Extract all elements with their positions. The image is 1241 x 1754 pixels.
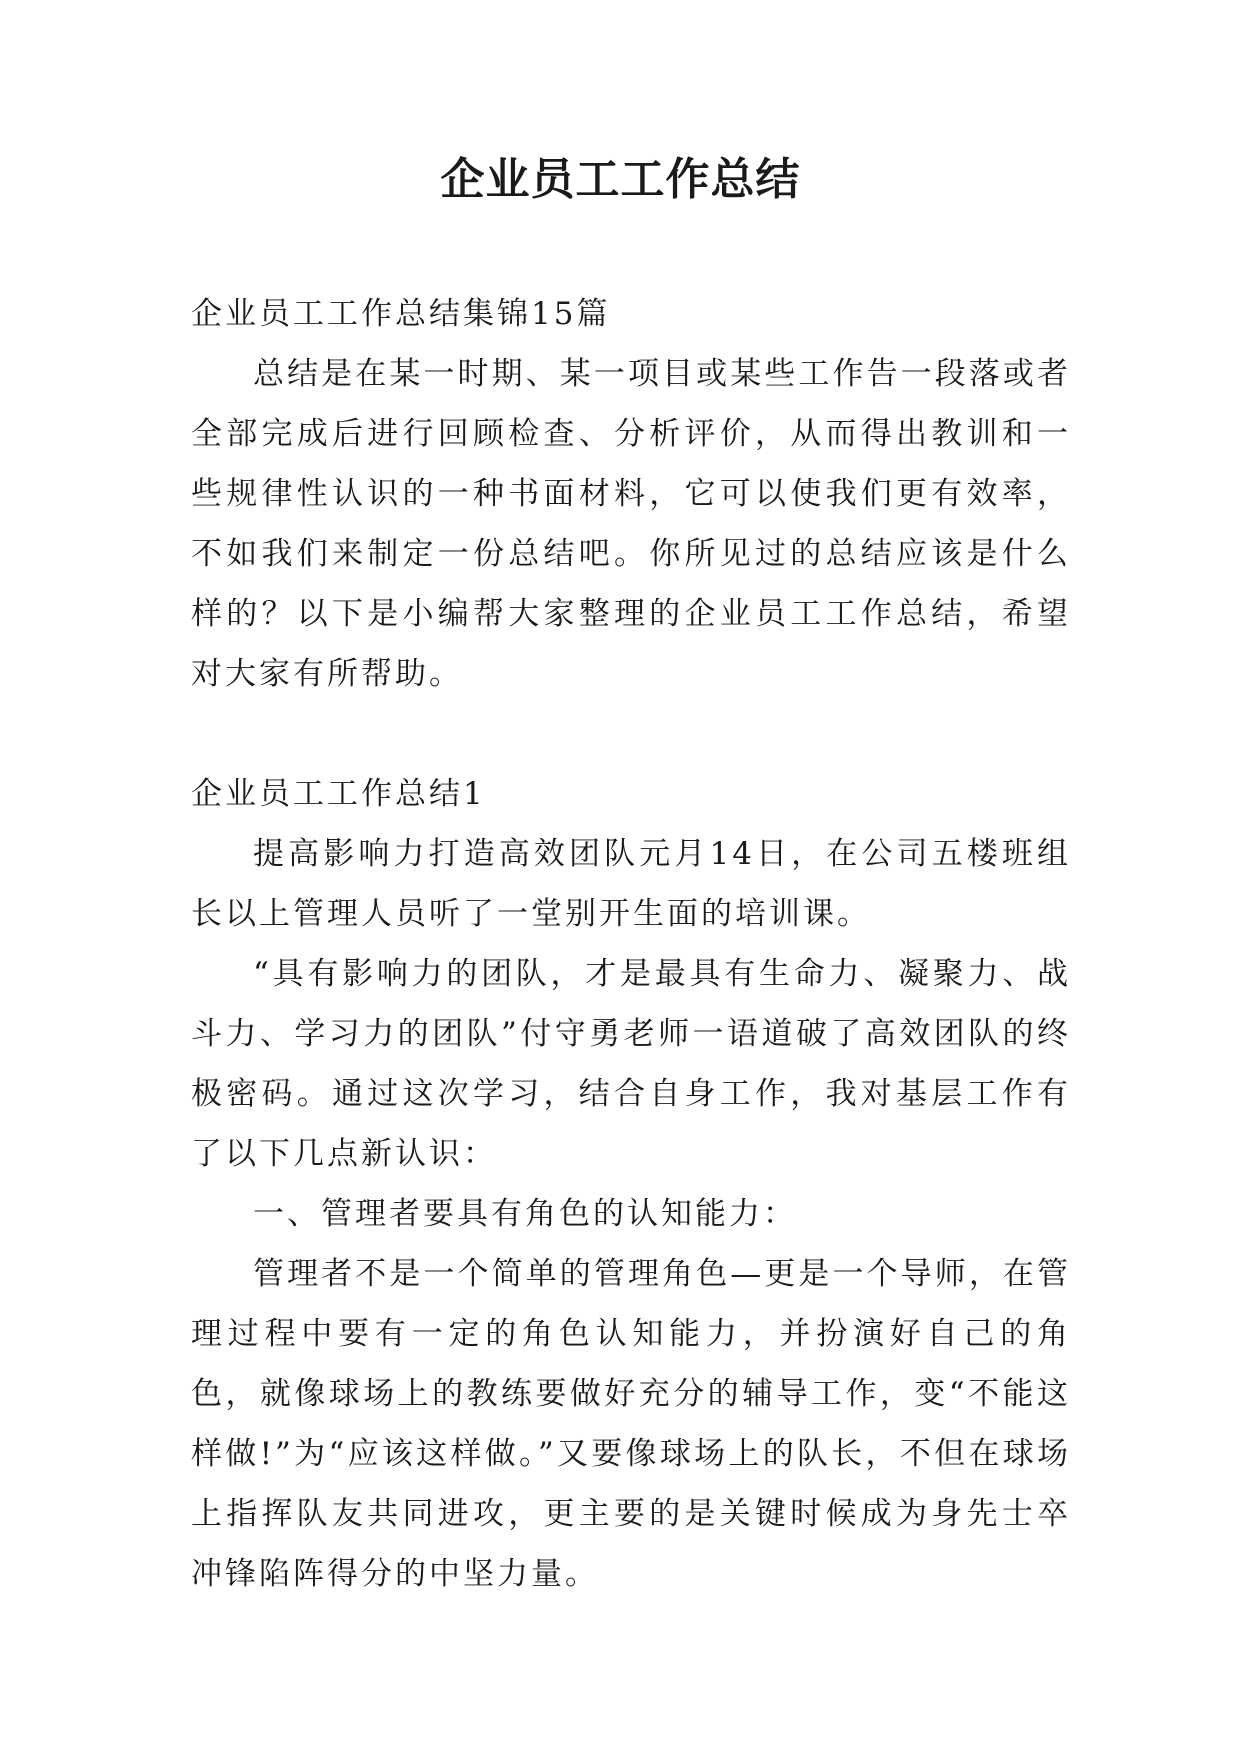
document-title: 企业员工工作总结 [440, 154, 801, 205]
section-spacer [191, 704, 1071, 764]
body-paragraph: 管理者不是一个简单的管理角色—更是一个导师，在管理过程中要有一定的角色认知能力，并扮演好自己的角色，就像球场上的教练要做好充分的辅导工作，变“不能这样做!”为“应该这样做。”又要像球场上的队长，不但在球场上指挥队友共同进攻，更主要的是关键时候成为身先士卒冲锋陷阵得分的中坚力量。 [191, 1256, 1071, 1592]
subheading-paragraph: 一、管理者要具有角色的认知能力： [253, 1196, 797, 1232]
intro-heading: 企业员工工作总结集锦15篇 [191, 296, 611, 332]
intro-paragraph: 总结是在某一时期、某一项目或某些工作告一段落或者全部完成后进行回顾检查、分析评价，从而得出教训和一些规律性认识的一种书面材料，它可以使我们更有效率，不如我们来制定一份总结吧。你所见过的总结应该是什么样的？以下是小编帮大家整理的企业员工工作总结，希望对大家有所帮助。 [191, 356, 1071, 692]
body-paragraph: “具有影响力的团队，才是最具有生命力、凝聚力、战斗力、学习力的团队”付守勇老师一语道破了高效团队的终极密码。通过这次学习，结合自身工作，我对基层工作有了以下几点新认识： [191, 956, 1071, 1172]
document-body [191, 284, 1071, 1604]
body-paragraph: 提高影响力打造高效团队元月14日，在公司五楼班组长以上管理人员听了一堂别开生面的培训课。 [191, 836, 1071, 932]
section-heading: 企业员工工作总结1 [191, 776, 486, 812]
